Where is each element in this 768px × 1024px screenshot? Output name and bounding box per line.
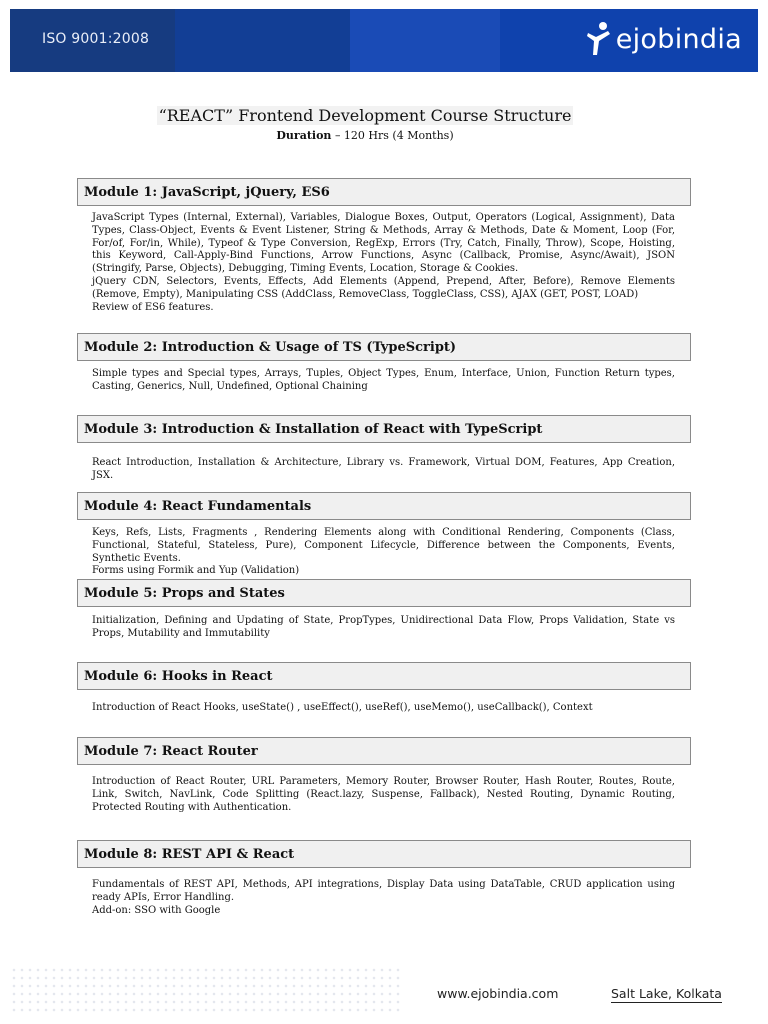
module-text: Keys, Refs, Lists, Fragments , Rendering Elements along with Conditional Rendering, Components (Class, Functional, Stateful, Stateless, Pure), Component Lifecycle, Difference between the Components, Events, Synthetic Events.: [92, 527, 675, 564]
iso-certification: ISO 9001:2008: [42, 31, 150, 47]
module-text: Fundamentals of REST API, Methods, API integrations, Display Data using DataTable, CRUD application using ready APIs, Error Handling.: [92, 879, 675, 903]
module-text: Introduction of React Hooks, useState() , useEffect(), useRef(), useMemo(), useCallback(), Context: [92, 702, 593, 713]
person-check-icon: [586, 21, 612, 57]
module-heading: Module 6: Hooks in React: [77, 662, 691, 690]
module-heading: Module 2: Introduction & Usage of TS (TypeScript): [77, 333, 691, 361]
brand-name: ejobindia: [615, 23, 742, 55]
module-heading: Module 8: REST API & React: [77, 840, 691, 868]
footer-location: Salt Lake, Kolkata: [611, 986, 722, 1001]
duration-value: – 120 Hrs (4 Months): [334, 129, 454, 142]
module-description: [92, 457, 675, 483]
module-text: Forms using Formik and Yup (Validation): [92, 565, 300, 577]
module-description: [92, 527, 675, 578]
page-title: “REACT” Frontend Development Course Structure: [158, 106, 572, 125]
module-heading: Module 3: Introduction & Installation of React with TypeScript: [77, 415, 691, 443]
module-description: [92, 368, 675, 394]
module-text: React Introduction, Installation & Architecture, Library vs. Framework, Virtual DOM, Features, App Creation, JSX.: [92, 457, 675, 481]
module-description: [92, 615, 675, 641]
module-text: jQuery CDN, Selectors, Events, Effects, Add Elements (Append, Prepend, After, Before), Remove Elements (Remove, Empty), Manipulating CSS (AddClass, RemoveClass, ToggleClass, CSS), AJAX (GET, POST, LOAD): [92, 275, 675, 300]
module-heading: Module 7: React Router: [77, 737, 691, 765]
module-description: [92, 212, 675, 314]
module-heading: Module 5: Props and States: [77, 579, 691, 607]
footer-dot-pattern: [10, 966, 402, 1014]
module-text: Simple types and Special types, Arrays, Tuples, Object Types, Enum, Interface, Union, Function Return types, Casting, Generics, Null, Undefined, Optional Chaining: [92, 368, 675, 392]
module-description: [92, 879, 675, 917]
footer-website-link[interactable]: www.ejobindia.com: [437, 986, 559, 1001]
module-text: Add-on: SSO with Google: [92, 904, 221, 916]
module-heading: Module 4: React Fundamentals: [77, 492, 691, 520]
module-description: [92, 776, 675, 814]
header-banner: [10, 9, 758, 72]
brand-logo: [586, 21, 742, 57]
module-text: JavaScript Types (Internal, External), Variables, Dialogue Boxes, Output, Operators (Logical, Assignment), Data Types, Class-Object, Events & Event Listener, String & Methods, Array & Methods, Date & Moment, Loop (For, For/of, For/in, While), Typeof & Type Conversion, RegExp, Errors (Try, Catch, Finally, Throw), Scope, Hoisting, this Keyword, Call-Apply-Bind Functions, Arrow Functions, Async (Callback, Promise, Async/Await), JSON (Stringify, Parse, Objects), Debugging, Timing Events, Location, Storage & Cookies.: [92, 212, 675, 275]
module-text: Initialization, Defining and Updating of State, PropTypes, Unidirectional Data Flow, Props Validation, State vs Props, Mutability and Immutability: [92, 615, 675, 639]
module-text: Introduction of React Router, URL Parameters, Memory Router, Browser Router, Hash Router, Routes, Route, Link, Switch, NavLink, Code Splitting (React.lazy, Suspense, Fallback), Nested Routing, Dynamic Routing, Protected Routing with Authentication.: [92, 776, 675, 813]
module-heading: Module 1: JavaScript, jQuery, ES6: [77, 178, 691, 206]
course-duration: [0, 129, 730, 142]
module-description: [92, 702, 675, 715]
duration-label: Duration: [276, 129, 332, 142]
module-text: Review of ES6 features.: [92, 301, 214, 313]
